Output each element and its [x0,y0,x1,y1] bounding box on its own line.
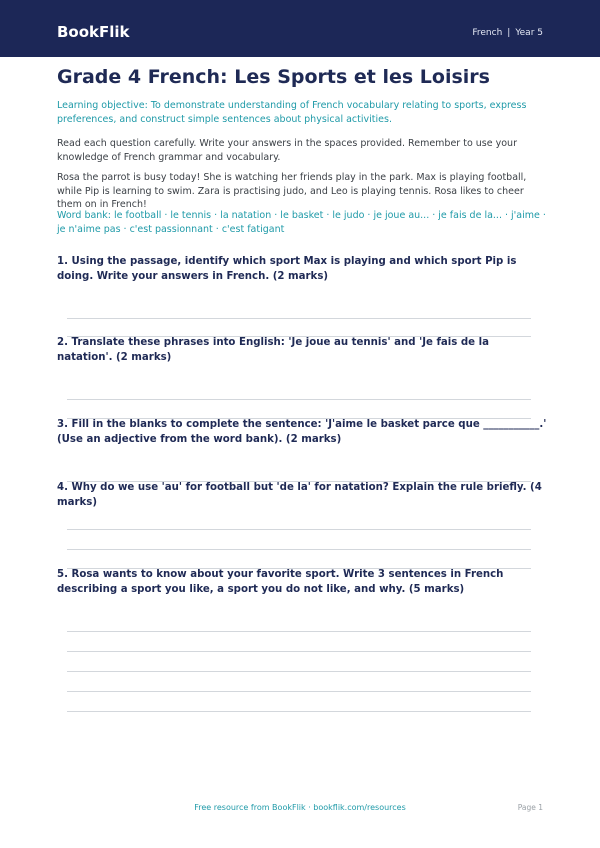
learning-objective: Learning objective: To demonstrate understanding of French vocabulary relating to sports, express preferences, and construct simple sentences about physical activities. [57,100,527,125]
header-separator: | [507,28,511,38]
header-bar [0,0,600,57]
answer-line[interactable] [67,671,531,672]
answer-line[interactable] [67,631,531,632]
answer-line[interactable] [67,399,531,400]
year-label: Year 5 [515,28,543,38]
instructions: Read each question carefully. Write your answers in the spaces provided. Remember to use your knowledge of French grammar and vocabulary. [57,138,517,163]
footer-credit[interactable]: Free resource from BookFlik · bookflik.com/resources [194,803,406,812]
question-5: 5. Rosa wants to know about your favorite sport. Write 3 sentences in French describing a sport you like, a sport you do not like, and why. (5 marks) [57,569,504,595]
answer-line[interactable] [67,651,531,652]
question-3: 3. Fill in the blanks to complete the sentence: 'J'aime le basket parce que ___________.' (Use an adjective from the word bank). (2 marks) [57,419,547,445]
passage: Rosa the parrot is busy today! She is watching her friends play in the park. Max is playing football, while Pip is learning to swim. Zara is practising judo, and Leo is playing tennis. Rosa likes to cheer them on in French! [57,172,527,211]
word-bank: Word bank: le football · le tennis · la natation · le basket · le judo · je joue au... · je fais de la... · j'aime · je n'aime pas · c'est passionnant · c'est fatigant [57,210,546,235]
answer-line[interactable] [67,691,531,692]
question-2: 2. Translate these phrases into English: 'Je joue au tennis' and 'Je fais de la natation'. (2 marks) [57,337,490,363]
answer-line[interactable] [67,549,531,550]
answer-line[interactable] [67,529,531,530]
question-4: 4. Why do we use 'au' for football but 'de la' for natation? Explain the rule briefly. (4 marks) [57,482,542,508]
page-number: Page 1 [517,803,543,812]
page-title: Grade 4 French: Les Sports et les Loisirs [57,66,490,88]
answer-line[interactable] [67,318,531,319]
brand-logo[interactable]: BookFlik [57,23,130,41]
question-1: 1. Using the passage, identify which sport Max is playing and which sport Pip is doing. Write your answers in French. (2 marks) [57,256,517,282]
header-meta [472,27,543,39]
answer-line[interactable] [67,711,531,712]
subject-label: French [472,28,503,38]
